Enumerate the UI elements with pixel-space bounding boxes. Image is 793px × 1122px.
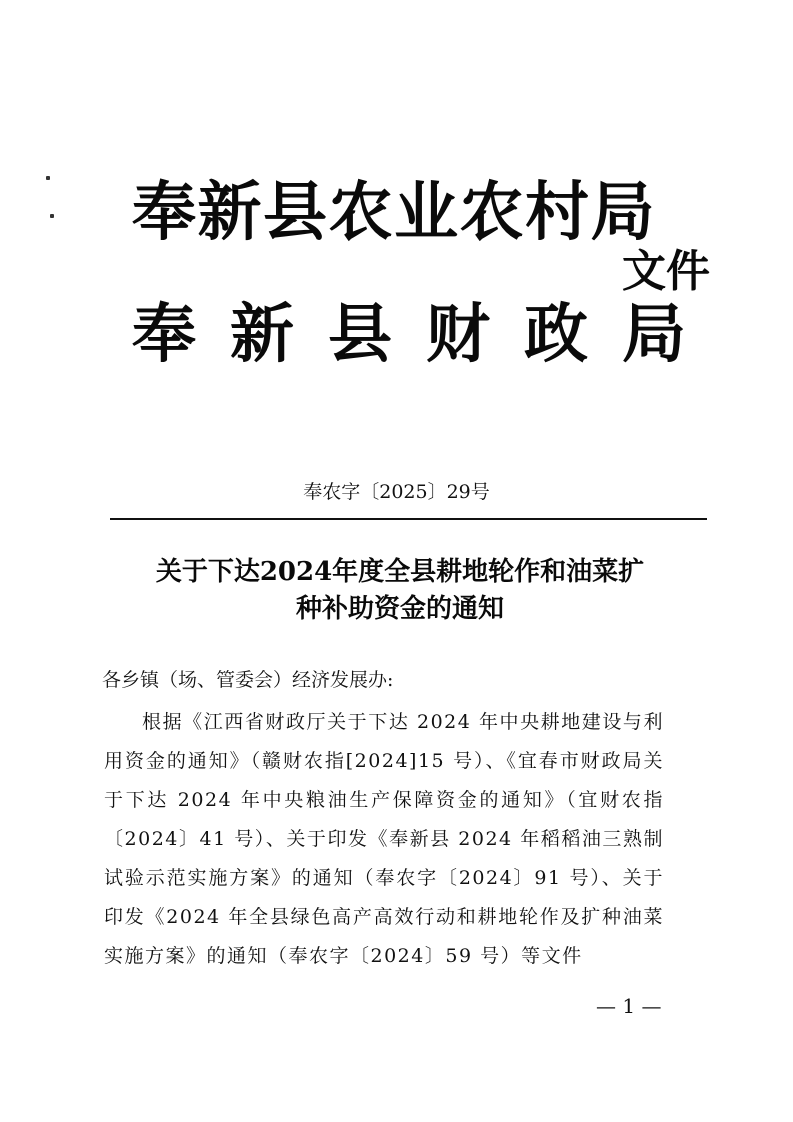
body-paragraph: 根据《江西省财政厅关于下达 2024 年中央耕地建设与利用资金的通知》（赣财农指[2024]15 号）、《宜春市财政局关于下达 2024 年中央粮油生产保障资金的通知》（宜财农指〔2024〕41 号）、关于印发《奉新县 2024 年稻稻油三熟制试验示范实施方案》的通知（奉农字〔2024〕91 号）、关于印发《2024 年全县绿色高产高效行动和耕地轮作及扩种油菜实施方案》的通知（奉农字〔2024〕59 号）等文件 bbox=[104, 711, 664, 967]
issuer-name-finance: 奉新县财政局 bbox=[132, 298, 720, 372]
scan-speck bbox=[46, 176, 50, 180]
document-type-label: 文件 bbox=[622, 246, 710, 297]
document-title-line-1: 关于下达2024年度全县耕地轮作和油菜扩 bbox=[155, 557, 645, 587]
page-number: — 1 — bbox=[596, 994, 662, 1018]
scan-speck bbox=[50, 214, 54, 218]
issuer-name-agriculture: 奉新县农业农村局 bbox=[132, 176, 656, 250]
document-number: 奉农字〔2025〕29号 bbox=[303, 481, 490, 503]
salutation: 各乡镇（场、管委会）经济发展办: bbox=[102, 669, 394, 691]
document-title-line-2: 种补助资金的通知 bbox=[295, 594, 504, 624]
header-divider bbox=[110, 518, 707, 520]
